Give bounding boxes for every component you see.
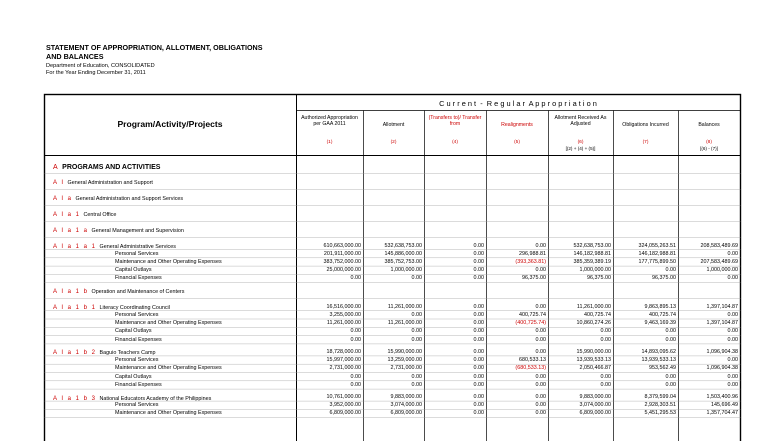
cell-value: 1,096,904.38	[706, 348, 738, 355]
row-label: Operation and Maintenance of Centers	[91, 289, 185, 296]
cell-value: 0.00	[411, 328, 422, 335]
cell-value: 96,375.00	[587, 275, 611, 282]
cell-value: 3,074,000.00	[390, 402, 422, 409]
table-row	[115, 267, 152, 273]
cell-value: 0.00	[727, 356, 738, 363]
row-code: A	[53, 164, 60, 171]
cell-value: 13,939,533.13	[641, 356, 676, 363]
cell-value: 6,809,000.00	[390, 410, 422, 417]
cell-value: 0.00	[665, 328, 676, 335]
cell-value: 0.00	[665, 336, 676, 343]
cell-value: 0.00	[665, 267, 676, 274]
cell-value: 0.00	[473, 242, 484, 249]
table-row	[53, 396, 211, 402]
cell-value: 11,261,000.00	[326, 320, 361, 326]
cell-value: 201,911,000.00	[323, 250, 361, 257]
cell-value: 0.00	[535, 373, 546, 380]
row-label: Personal Services	[115, 402, 159, 409]
row-code: A I a 1 a 1	[53, 244, 97, 250]
table-row	[53, 228, 184, 234]
row-label: Financial Expenses	[115, 336, 162, 343]
report-period: For the Year Ending December 31, 2011	[46, 70, 146, 76]
cell-value: 0.00	[665, 381, 676, 388]
column-header-6: Obligations Incurred	[622, 122, 669, 128]
cell-value: 1,000,000.00	[706, 267, 738, 274]
cell-value: 0.00	[350, 275, 361, 282]
table-row	[115, 275, 162, 281]
cell-value: 0.00	[473, 267, 484, 274]
cell-value: 0.00	[665, 373, 676, 380]
cell-value: 207,583,489.69	[700, 258, 738, 265]
cell-value: 0.00	[535, 381, 546, 388]
cell-value: 0.00	[473, 336, 484, 343]
table-row	[115, 365, 222, 371]
cell-value: 0.00	[727, 275, 738, 282]
row-code: A I a 1 b 2	[53, 350, 97, 357]
cell-value: 0.00	[350, 336, 361, 343]
cell-value: 0.00	[411, 275, 422, 282]
cell-value: 383,752,000.00	[323, 258, 361, 265]
cell-value: 1,357,704.47	[706, 410, 738, 417]
cell-value: 0.00	[727, 373, 738, 380]
cell-value: 0.00	[473, 320, 484, 326]
row-label: Financial Expenses	[115, 381, 162, 388]
cell-value: (400,725.74)	[515, 320, 546, 326]
cell-value: 0.00	[535, 267, 546, 274]
row-code: A I a 1 b	[53, 289, 89, 296]
table-row	[53, 180, 153, 186]
cell-value: 0.00	[350, 328, 361, 335]
column-number-6: (7)	[642, 140, 649, 145]
cell-value: 0.00	[535, 336, 546, 343]
table-row	[53, 350, 155, 356]
cell-value: 16,516,000.00	[326, 303, 361, 310]
cell-value: 5,451,295.53	[644, 410, 676, 417]
cell-value: 9,883,000.00	[390, 394, 422, 401]
row-label: General Administrative Services	[99, 244, 176, 250]
row-label: Capital Outlays	[115, 267, 152, 274]
column-number-7: (8)	[706, 140, 712, 145]
row-label: Financial Expenses	[115, 275, 162, 282]
row-label: Capital Outlays	[115, 328, 152, 335]
cell-value: 13,259,000.00	[387, 356, 422, 363]
row-label: Literacy Coordinating Council	[99, 305, 170, 312]
cell-value: 1,096,904.38	[706, 365, 738, 372]
table-row	[53, 196, 183, 202]
cell-value: 0.00	[411, 336, 422, 343]
column-formula-7: [(6) - (7)]	[700, 146, 718, 151]
cell-value: 324,055,263.51	[638, 242, 676, 249]
row-label: Maintenance and Other Operating Expenses	[115, 258, 222, 265]
cell-value: 11,261,000.00	[387, 303, 422, 310]
table-row	[53, 305, 170, 311]
table-row	[53, 244, 176, 250]
cell-value: 0.00	[473, 348, 484, 355]
row-label: Maintenance and Other Operating Expenses	[115, 365, 222, 372]
cell-value: 1,000,000.00	[390, 267, 422, 274]
department-name: Department of Education, CONSOLIDATED	[46, 63, 155, 69]
cell-value: 3,952,000.00	[329, 402, 361, 409]
program-column-header: Program/Activity/Projects	[117, 119, 223, 129]
cell-value: 0.00	[727, 381, 738, 388]
cell-value: 0.00	[411, 381, 422, 388]
cell-value: 0.00	[473, 258, 484, 265]
cell-value: 0.00	[535, 394, 546, 401]
table-row	[115, 337, 162, 343]
cell-value: 0.00	[600, 336, 611, 343]
table-row	[115, 328, 152, 334]
cell-value: (680,533.13)	[515, 365, 546, 372]
cell-value: 0.00	[350, 381, 361, 388]
column-header-7: Balances	[698, 122, 720, 128]
cell-value: 14,893,095.62	[641, 348, 676, 355]
cell-value: 0.00	[350, 373, 361, 380]
cell-value: 0.00	[473, 311, 484, 318]
row-label: Capital Outlays	[115, 373, 152, 380]
cell-value: 6,809,000.00	[329, 410, 361, 417]
cell-value: 96,375.00	[522, 275, 546, 282]
cell-value: 0.00	[600, 373, 611, 380]
table-row	[53, 289, 184, 295]
cell-value: 385,752,753.00	[384, 258, 422, 265]
row-label: Maintenance and Other Operating Expenses	[115, 410, 222, 417]
row-label: National Educators Academy of the Philippines	[99, 395, 212, 402]
cell-value: 0.00	[535, 242, 546, 249]
column-formula-5: [(2) + (4) + (5)]	[565, 146, 596, 151]
table-row	[53, 212, 116, 218]
cell-value: 400,725.74	[519, 311, 546, 318]
cell-value: 610,663,000.00	[323, 242, 361, 249]
table-row	[115, 259, 222, 265]
cell-value: 1,397,104.87	[706, 303, 738, 310]
row-label: Central Office	[83, 212, 117, 218]
table-row	[115, 251, 158, 257]
cell-value: 2,731,000.00	[390, 365, 422, 372]
row-code: A I a 1 a	[53, 228, 89, 234]
cell-value: 0.00	[473, 381, 484, 388]
cell-value: 2,050,466.87	[579, 365, 611, 372]
cell-value: 11,261,000.00	[387, 320, 422, 326]
cell-value: 400,725.74	[584, 311, 611, 318]
table-row	[53, 164, 160, 171]
cell-value: 11,261,000.00	[576, 303, 611, 310]
cell-value: 146,182,988.81	[638, 250, 676, 257]
cell-value: 2,731,000.00	[329, 365, 361, 372]
table-row	[115, 357, 158, 363]
cell-value: 532,638,753.00	[573, 242, 611, 249]
cell-value: 145,886,000.00	[384, 250, 422, 257]
current-appropriation-header: C u r r e n t - R e g u l a r A p p r o p r i a t i o n	[439, 99, 597, 108]
row-code: A I a	[53, 196, 73, 202]
cell-value: 0.00	[411, 311, 422, 318]
cell-value: 15,990,000.00	[387, 348, 422, 355]
cell-value: 1,503,400.96	[706, 394, 738, 401]
cell-value: 1,397,104.87	[706, 320, 738, 326]
cell-value: 0.00	[473, 373, 484, 380]
cell-value: 6,809,000.00	[579, 410, 611, 417]
row-label: Personal Services	[115, 250, 159, 257]
row-label: Personal Services	[115, 356, 159, 363]
cell-value: (393,363.81)	[515, 258, 546, 265]
cell-value: 10,860,274.26	[576, 320, 611, 326]
cell-value: 400,725.74	[649, 311, 676, 318]
cell-value: 0.00	[535, 348, 546, 355]
cell-value: 208,583,489.69	[700, 242, 738, 249]
row-label: PROGRAMS AND ACTIVITIES	[62, 164, 161, 171]
cell-value: 0.00	[535, 410, 546, 417]
cell-value: 0.00	[535, 303, 546, 310]
cell-value: 10,761,000.00	[326, 394, 361, 401]
table-row	[115, 402, 158, 408]
cell-value: 1,000,000.00	[579, 267, 611, 274]
row-code: A I a 1	[53, 212, 81, 218]
cell-value: 3,255,000.00	[329, 311, 361, 318]
cell-value: 15,990,000.00	[576, 348, 611, 355]
row-label: General Administration and Support	[67, 180, 153, 186]
cell-value: 0.00	[473, 250, 484, 257]
cell-value: 15,997,000.00	[326, 356, 361, 363]
cell-value: 8,379,599.04	[644, 394, 676, 401]
cell-value: 0.00	[473, 410, 484, 417]
cell-value: 0.00	[473, 402, 484, 409]
column-header-5: Allotment Received As Adjusted	[554, 115, 607, 128]
cell-value: 9,463,169.39	[644, 320, 676, 326]
column-number-4: (5)	[514, 140, 520, 145]
cell-value: 0.00	[727, 250, 738, 257]
row-code: A I a 1 b 3	[53, 395, 97, 402]
cell-value: 0.00	[727, 328, 738, 335]
row-code: A I a 1 b 1	[53, 305, 97, 312]
cell-value: 9,883,000.00	[579, 394, 611, 401]
cell-value: 0.00	[535, 402, 546, 409]
column-number-2: (2)	[390, 140, 397, 145]
cell-value: 2,928,303.51	[644, 402, 676, 409]
cell-value: 0.00	[473, 394, 484, 401]
cell-value: 532,638,753.00	[384, 242, 422, 249]
cell-value: 385,359,389.19	[573, 258, 611, 265]
column-number-3: (4)	[452, 140, 458, 145]
table-row	[115, 382, 162, 388]
cell-value: 0.00	[600, 328, 611, 335]
cell-value: 680,533.13	[519, 356, 546, 363]
row-label: Maintenance and Other Operating Expenses	[115, 320, 222, 326]
report-title-line2: AND BALANCES	[46, 52, 104, 61]
column-header-1: Authorized Appropriation per GAA 2011	[301, 115, 358, 128]
cell-value: 0.00	[473, 365, 484, 372]
row-label: Personal Services	[115, 311, 159, 318]
row-code: A I	[53, 180, 65, 186]
cell-value: 146,182,988.81	[573, 250, 611, 257]
cell-value: 0.00	[473, 275, 484, 282]
cell-value: 0.00	[473, 328, 484, 335]
cell-value: 25,000,000.00	[326, 267, 361, 274]
cell-value: 0.00	[535, 328, 546, 335]
table-row	[115, 410, 222, 416]
report-title-line1: STATEMENT OF APPROPRIATION, ALLOTMENT, OBLIGATIONS	[46, 43, 263, 52]
column-header-4: Realignments	[501, 122, 533, 128]
cell-value: 9,863,895.13	[644, 303, 676, 310]
cell-value: 0.00	[411, 373, 422, 380]
cell-value: 177,775,899.50	[638, 258, 676, 265]
row-label: General Management and Supervision	[91, 228, 184, 234]
cell-value: 296,988.81	[519, 250, 546, 257]
row-label: General Administration and Support Services	[75, 196, 184, 202]
table-row	[115, 374, 152, 380]
cell-value: 96,375.00	[652, 275, 676, 282]
column-header-3: (Transfers to)/ Transfer from	[428, 115, 482, 128]
cell-value: 953,562.49	[649, 365, 676, 372]
table-row	[115, 320, 222, 326]
cell-value: 0.00	[727, 311, 738, 318]
cell-value: 145,696.49	[711, 402, 738, 409]
cell-value: 13,939,533.13	[576, 356, 611, 363]
cell-value: 0.00	[473, 303, 484, 310]
column-header-2: Allotment	[382, 122, 405, 128]
cell-value: 3,074,000.00	[579, 402, 611, 409]
cell-value: 0.00	[727, 336, 738, 343]
cell-value: 18,728,000.00	[326, 348, 361, 355]
table-row	[115, 312, 158, 318]
row-label: Baguio Teachers Camp	[99, 350, 156, 357]
cell-value: 0.00	[600, 381, 611, 388]
column-number-5: (6)	[577, 140, 584, 145]
column-number-1: (1)	[326, 140, 333, 145]
cell-value: 0.00	[473, 356, 484, 363]
